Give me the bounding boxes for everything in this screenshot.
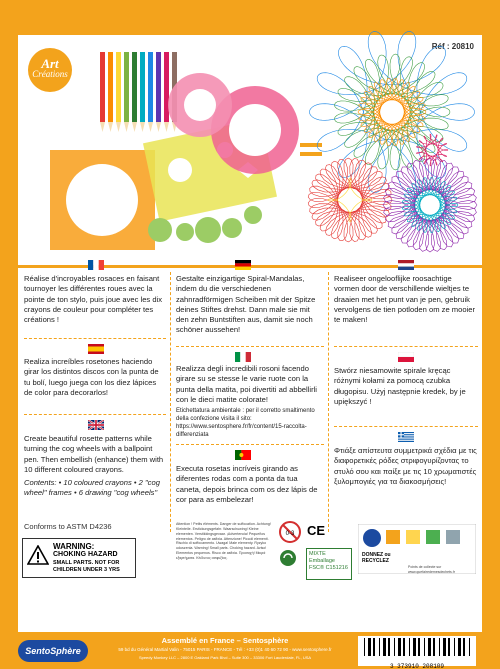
us-address: Speedy Monkey LLC – 2800 E Oakland Park Blvd – Suite 300 – 33306 Fort Lauderdale, FL, USA [138, 655, 312, 660]
crayon [108, 52, 113, 122]
triman-note: Points de collecte sur www.quefairedemesdechets.fr [408, 565, 455, 574]
rosette-curve [383, 158, 477, 252]
recycling-note: Etichettatura ambientale : per il corretto smaltimento della confezione visita il sito: https://www.sentosphere.fr/fr/content/15-raccolta-differenziata [176, 408, 315, 439]
rosettes-group [308, 31, 477, 252]
square-frame [50, 150, 155, 250]
spirograph-illustration [0, 0, 500, 270]
flag-poland-icon [398, 352, 414, 362]
green-gear-2 [176, 223, 194, 241]
logo-text-top: Art [41, 56, 59, 71]
crayon [132, 52, 137, 122]
text-it: Realizza degli incredibili rosoni facendo girare su se stesse le varie ruote con la punta della matita, poi divertiti ad abbellirli con le dieci matite colorate! Etichettatura ambientale : per il corretto smaltimento della confezione visita il sito: https://www.sentosphere.fr/fr/content/15-raccolta-differenziata [176, 364, 324, 439]
equals-sign [300, 143, 322, 147]
column-divider-1 [170, 272, 171, 532]
green-gear-5 [244, 206, 262, 224]
green-gear-3 [195, 217, 221, 243]
rosette-curve [308, 158, 392, 242]
text-gr: Φτιάξε απίστευτα συμμετρικά σχέδια με τις διαφορετικές ρόδες στριφογυρίζοντας το στυλό σου και παίξε με τις 10 χρωματιστές ξυλομπογιές για τα διακοσμήσεις! [334, 446, 477, 486]
assembled-in-france: Assemblé en France – Sentosphère [161, 636, 289, 645]
warning-title: WARNING: [53, 542, 95, 551]
text-en: Create beautiful rosette patterns while turning the cog wheels with a ballpoint pen. Then embellish (enhance) them with 10 different coloured crayons. Contents: • 10 coloured crayons • 2 "cog wheel" frames • 6 drawing "cog wheels" [24, 434, 166, 499]
flag-uk-icon [88, 420, 104, 430]
recycle-icon [278, 548, 298, 568]
choking-warning-box [22, 538, 136, 578]
text-pl: Stwórz niesamowite spirale kręcąc różnymi kołami za pomocą czubka długopisu. Użyj następnie kredek, by je upiększyć ! [334, 366, 466, 406]
text-es: Realiza increíbles rosetones haciendo girar los distintos discos con la punta de tu bolí, luego juega con los diez lápices de color para decorarlos! [24, 357, 159, 397]
flag-spain-icon [88, 344, 104, 354]
logo-text-bottom: Créations [32, 69, 68, 79]
sentosphere-logo: SentoSphère [18, 640, 88, 662]
warning-triangle-icon [27, 545, 49, 565]
warning-subtitle: CHOKING HAZARD [53, 551, 118, 558]
crayons-group [100, 52, 177, 132]
green-gear-4 [222, 218, 242, 238]
text-de: Gestalte einzigartige Spiral-Mandalas, indem du die verschiedenen zahnradförmigen Scheiben mit der Spitze deines Stiftes drehst. Dann male sie mit den zehn Buntstiften aus, damit sie noch schöner aussehen! [176, 274, 316, 335]
warning-body: SMALL PARTS. NOT FOR CHILDREN UNDER 3 YRS [53, 560, 120, 573]
text-nl: Realiseer ongelooflijke roosachtige vormen door de verschillende wieltjes te draaien met het punt van je pen, gebruik vervolgens de tien potloden om ze mooier te maken! [334, 274, 475, 324]
flag-netherlands-icon [398, 260, 414, 270]
svg-text:CE: CE [306, 523, 326, 538]
crayon [140, 52, 145, 122]
barcode-lines-icon [358, 636, 476, 658]
astm-label: Conforms to ASTM D4236 [24, 522, 112, 531]
no-under-3-icon [278, 520, 302, 544]
ce-mark-icon [306, 520, 326, 540]
crayon [116, 52, 121, 122]
donnez-recyclez: DONNEZ ou RECYCLEZ [362, 552, 391, 564]
rosette-curve [358, 78, 426, 146]
barcode: 3 373910 208109 [358, 636, 476, 666]
flag-portugal-icon [235, 450, 251, 460]
green-gear-1 [148, 218, 172, 242]
contents-list: Contents: • 10 coloured crayons • 2 "cog wheel" frames • 6 drawing "cog wheels" [24, 478, 160, 498]
svg-text:0-3: 0-3 [285, 531, 295, 537]
column-divider-2 [328, 272, 329, 532]
flag-italy-icon [235, 352, 251, 362]
fsc-label: MIXTE Emballage FSC® C151216 [306, 548, 352, 580]
crayon [164, 52, 169, 122]
flag-germany-icon [235, 260, 251, 270]
crayon [156, 52, 161, 122]
flag-greece-icon [398, 432, 414, 442]
crayon [124, 52, 129, 122]
company-address: 59 bd du Général Martial Valin - 75015 PARIS - FRANCE - Tél : +33 (0)1 40 60 72 90 - www.sentosphere.fr [118, 647, 332, 652]
text-pt: Executa rosetas incríveis girando as diferentes rodas com a ponta da tua caneta, depois brinca com os dez lápis de cor para as embelezar! [176, 464, 318, 504]
crayon [148, 52, 153, 122]
reference-number: Réf : 20810 [431, 42, 474, 51]
multilingual-warning: Attention ! Petits éléments. Danger de suffocation. Achtung! Kleinteile. Erstickungsgefahr. Waarschuwing! Kleine elementen. Verstikkingsgevaar. ¡Advertencia! Pequeños elementos. Peligro de asfixia. Attenzione! Piccoli elementi. Rischio di soffocamento. Uwaga! Małe elementy. Ryzyko uduszenia. Warning! Small parts. Choking hazard. Aviso! Elementos pequenos. Risco de asfixia. Προσοχή! Μικρά εξαρτήματα. Κίνδυνος ασφυξίας. [176, 522, 271, 560]
copyright: © Copyright : Sentosphère Création 2019 [402, 625, 476, 630]
crayon [100, 52, 105, 122]
text-fr: Réalise d'incroyables rosaces en faisant tournoyer les différentes roues avec la pointe de ton stylo, puis joue avec les dix crayons de couleur pour compléter tes créations ! [24, 274, 163, 324]
flag-france-icon [88, 260, 104, 270]
